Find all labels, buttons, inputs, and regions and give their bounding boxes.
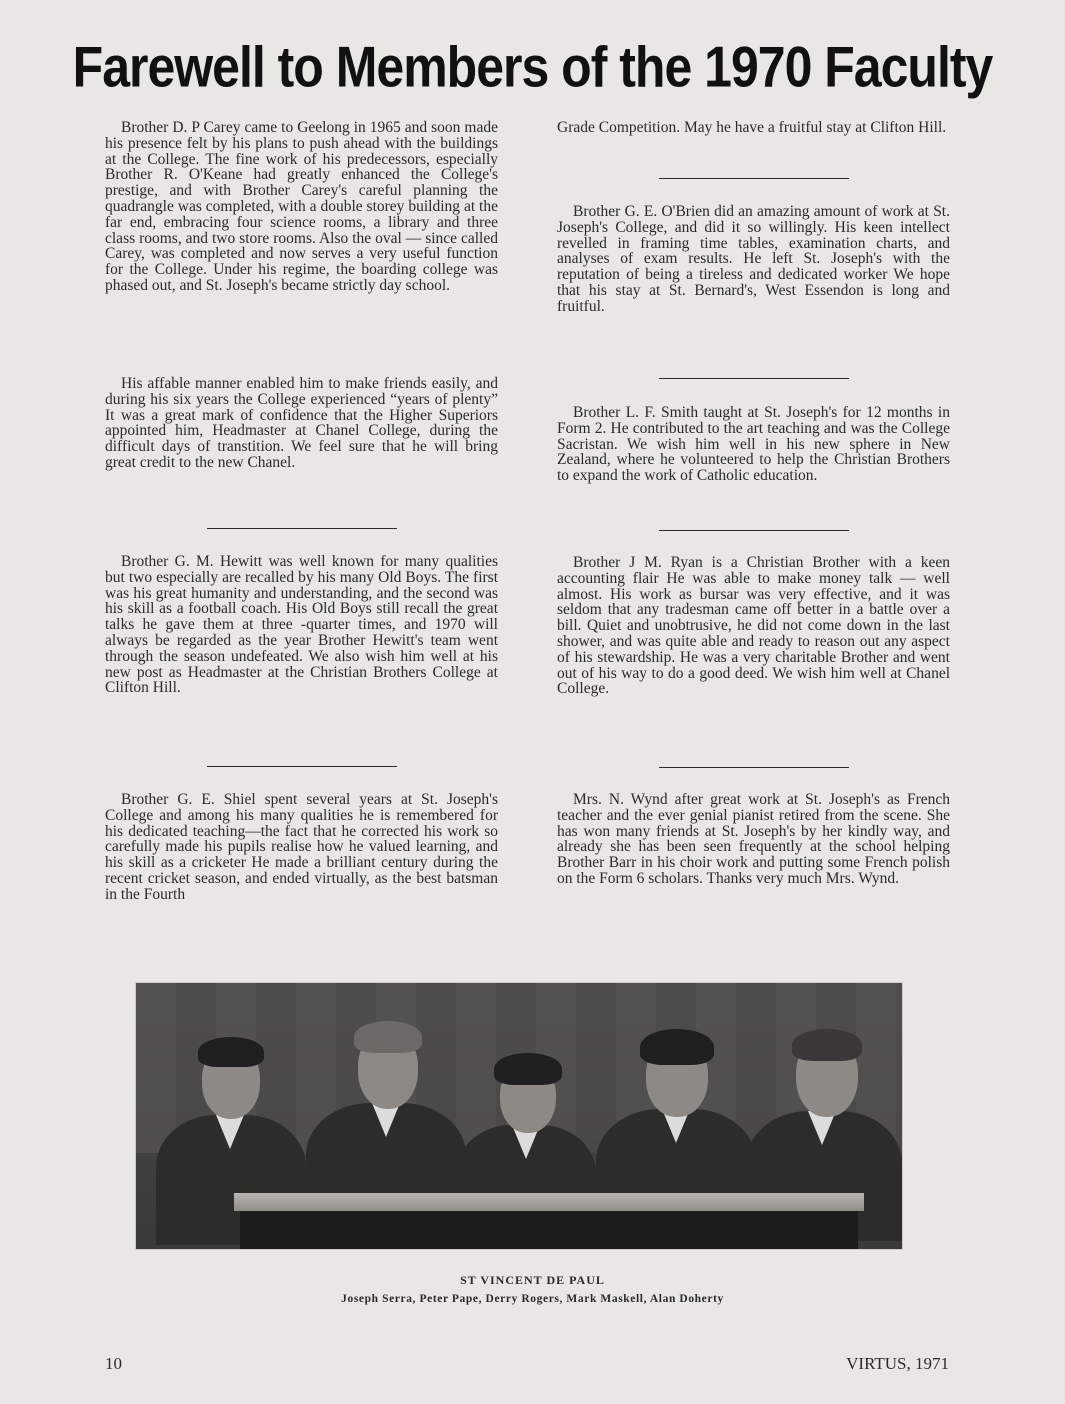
article-paragraph-carey-cont: His affable manner enabled him to make friends easily, and during his six years the College experienced “years of plenty” It was a great mark of confidence that the Higher Superiors appointed him, Headmaster at Chanel College, during the difficult days of transtition. We feel sure that he will bring great credit to the new Chanel. — [105, 375, 498, 471]
article-paragraph-carey: Brother D. P Carey came to Geelong in 1965 and soon made his presence felt by his plans to push ahead with the buildings at the College. The fine work of his predecessors, especially Brother R. O'Keane had greatly enhanced the College's prestige, and with Brother Carey's careful planning the quadrangle was completed, with a double storey building at the far end, embracing four science rooms, a library and three class rooms, and two store rooms. Also the oval — since called Carey, was completed and now serves a very useful function for the College. Under his regime, the boarding college was phased out, and St. Joseph's became strictly day school. — [105, 119, 498, 294]
photo-caption-title: ST VINCENT DE PAUL — [460, 1273, 605, 1287]
article-paragraph-wynd: Mrs. N. Wynd after great work at St. Joseph's as French teacher and the ever genial pianist retired from the scene. She has won many friends at St. Joseph's by her kindly way, and already she has been seen frequently at the school helping Brother Barr in his choir work and putting some French polish on the Form 6 scholars. Thanks very much Mrs. Wynd. — [557, 791, 950, 887]
right-column — [557, 120, 950, 887]
article-paragraph-obrien: Brother G. E. O'Brien did an amazing amount of work at St. Joseph's College, and did it so willingly. His keen intellect revelled in framing time tables, examination charts, and analyses of exam results. He left St. Joseph's with the reputation of being a tireless and dedicated worker We hope that his stay at St. Bernard's, West Essendon is long and fruitful. — [557, 203, 950, 315]
left-column — [105, 120, 498, 903]
group-photo — [135, 982, 903, 1250]
article-paragraph-ryan: Brother J M. Ryan is a Christian Brother with a keen accounting flair He was able to make money talk — well almost. His work as bursar was very effective, and it was seldom that any tradesman came off better in a battle over a bill. Quiet and unobtrusive, he did not come down in the last shower, and was quite able and ready to reason out any aspect of his stewardship. He was a very charitable Brother and went out of his way to do a good deed. We wish him well at Chanel College. — [557, 554, 950, 698]
publication-footer: VIRTUS, 1971 — [846, 1354, 949, 1373]
photo-table — [234, 1193, 864, 1211]
photo-caption-names: Joseph Serra, Peter Pape, Derry Rogers, Mark Maskell, Alan Doherty — [341, 1293, 724, 1305]
article-paragraph-smith: Brother L. F. Smith taught at St. Joseph's for 12 months in Form 2. He contributed to the art teaching and was the College Sacristan. We wish him well in his new sphere in New Zealand, where he volunteered to help the Christian Brothers to expand the work of Catholic education. — [557, 404, 950, 485]
page-title: Farewell to Members of the 1970 Faculty — [72, 34, 993, 100]
photo-person — [306, 1011, 456, 1221]
photo-table-front — [240, 1211, 858, 1249]
article-paragraph-shiel: Brother G. E. Shiel spent several years at St. Joseph's College and among his many qualities he is remembered for his dedicated teaching—the fact that he corrected his work so carefully made his pupils realise how he valued learning, and his skill as a cricketer He made a brilliant century during the recent cricket season, and ended virtually, as the best batsman in the Fourth — [105, 791, 498, 903]
page-number: 10 — [105, 1354, 122, 1373]
article-paragraph-shiel-cont: Grade Competition. May he have a fruitful stay at Clifton Hill. — [557, 119, 947, 136]
article-paragraph-hewitt: Brother G. M. Hewitt was well known for many qualities but two especially are recalled by his many Old Boys. The first was his great humanity and understanding, and the second was his skill as a football coach. His Old Boys still recall the great talks he gave them at three -quarter times, and 1970 will always be regarded as the year Brother Hewitt's team went through the season undefeated. We also wish him well at his new post as Headmaster at the Christian Brothers College at Clifton Hill. — [105, 553, 498, 697]
